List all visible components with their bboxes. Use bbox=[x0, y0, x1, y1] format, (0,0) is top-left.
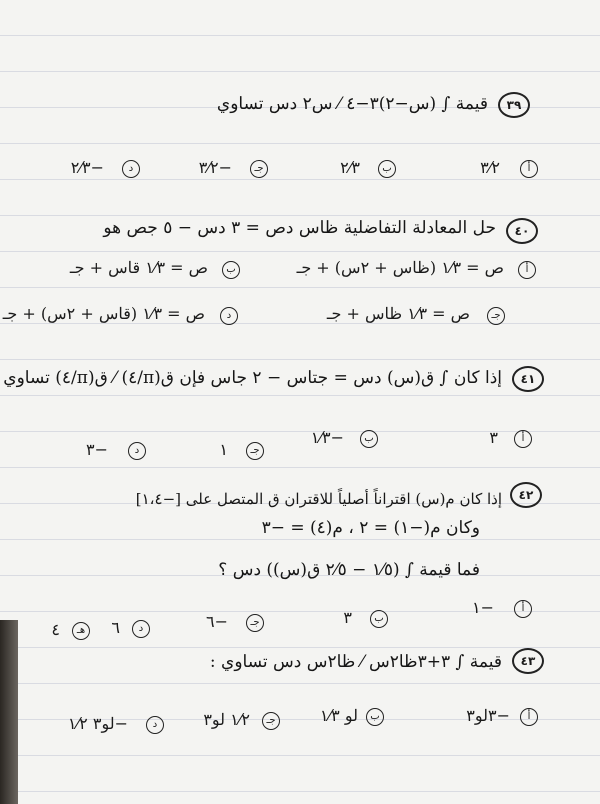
question-number: ٣٩ bbox=[498, 92, 530, 118]
option-value: ٣ bbox=[489, 428, 498, 447]
option-letter: ب bbox=[378, 160, 396, 178]
option-letter: أ bbox=[518, 261, 536, 279]
option-letter: جـ bbox=[487, 307, 505, 325]
option-value: ٣ bbox=[343, 608, 352, 627]
option-letter: ب bbox=[222, 261, 240, 279]
option-letter: جـ bbox=[246, 614, 264, 632]
option-value: −٣ bbox=[86, 440, 108, 459]
question-text-line2: وكان م(−١) = ٢ ، م(٤) = −٣ bbox=[261, 518, 480, 538]
option-value: لو ١⁄٣ bbox=[319, 706, 358, 725]
option-value: ص = ١⁄٣ ظاس + جـ bbox=[326, 304, 470, 323]
question-number: ٤١ bbox=[512, 366, 544, 392]
option-letter: د bbox=[146, 716, 164, 734]
option-letter: ب bbox=[366, 708, 384, 726]
question-number: ٤٠ bbox=[506, 218, 538, 244]
question-text: حل المعادلة التفاضلية ظاس دص = ٣ دس − ٥ جص هو bbox=[103, 218, 496, 238]
question-text: قيمة ∫ ٣+٣ظا٢س ⁄ ظا٢س دس تساوي : bbox=[209, 652, 502, 672]
option-value: ٣⁄٢ bbox=[480, 158, 500, 177]
option-letter: د bbox=[122, 160, 140, 178]
option-letter: جـ bbox=[262, 712, 280, 730]
option-value: −٣لو٣ bbox=[466, 706, 510, 725]
option-letter: أ bbox=[514, 600, 532, 618]
notebook-binding bbox=[0, 620, 18, 804]
option-value: ٤ bbox=[51, 620, 60, 639]
option-value: ٢⁄٣ bbox=[340, 158, 360, 177]
option-value: −١ bbox=[472, 598, 494, 617]
option-value: −٢⁄٣ bbox=[70, 158, 104, 177]
option-value: ص = ١⁄٣ (قاس + ٢س) + جـ bbox=[2, 304, 205, 323]
option-letter: أ bbox=[520, 708, 538, 726]
option-letter: أ bbox=[514, 430, 532, 448]
option-letter: ب bbox=[370, 610, 388, 628]
question-text: إذا كان م(س) اقتراناً أصلياً للاقتران ق المتصل على [−١،٤] bbox=[135, 490, 502, 508]
option-value: ٦ bbox=[111, 618, 120, 637]
question-text: إذا كان ∫ ق(س) دس = جتاس − ٢ جاس فإن ق(π/٤) ⁄ ق(π/٤) تساوي bbox=[3, 368, 502, 388]
option-letter: د bbox=[132, 620, 150, 638]
option-value: −٦ bbox=[206, 612, 228, 631]
option-letter: ب bbox=[360, 430, 378, 448]
option-value: ص = ١⁄٣ قاس + جـ bbox=[69, 258, 208, 277]
option-value: −لو٣ ١⁄٢ bbox=[67, 714, 128, 733]
option-value: ١ bbox=[219, 440, 228, 459]
option-letter: د bbox=[220, 307, 238, 325]
option-letter: هـ bbox=[72, 622, 90, 640]
question-number: ٤٣ bbox=[512, 648, 544, 674]
option-value: −٣⁄٢ bbox=[198, 158, 232, 177]
option-letter: جـ bbox=[250, 160, 268, 178]
question-number: ٤٢ bbox=[510, 482, 542, 508]
option-value: ص = ١⁄٣ (ظاس + ٢س) + جـ bbox=[296, 258, 504, 277]
option-value: ١⁄٢ لو٣ bbox=[203, 710, 250, 729]
question-text-line3: فما قيمة ∫ (١⁄٥ − ٢⁄٥ ق(س)) دس ؟ bbox=[218, 560, 480, 580]
option-letter: جـ bbox=[246, 442, 264, 460]
option-value: −١⁄٣ bbox=[310, 428, 344, 447]
question-text: قيمة ∫ (س−٢)٣−٤ ⁄ س٢ دس تساوي bbox=[216, 94, 488, 114]
option-letter: أ bbox=[520, 160, 538, 178]
option-letter: د bbox=[128, 442, 146, 460]
